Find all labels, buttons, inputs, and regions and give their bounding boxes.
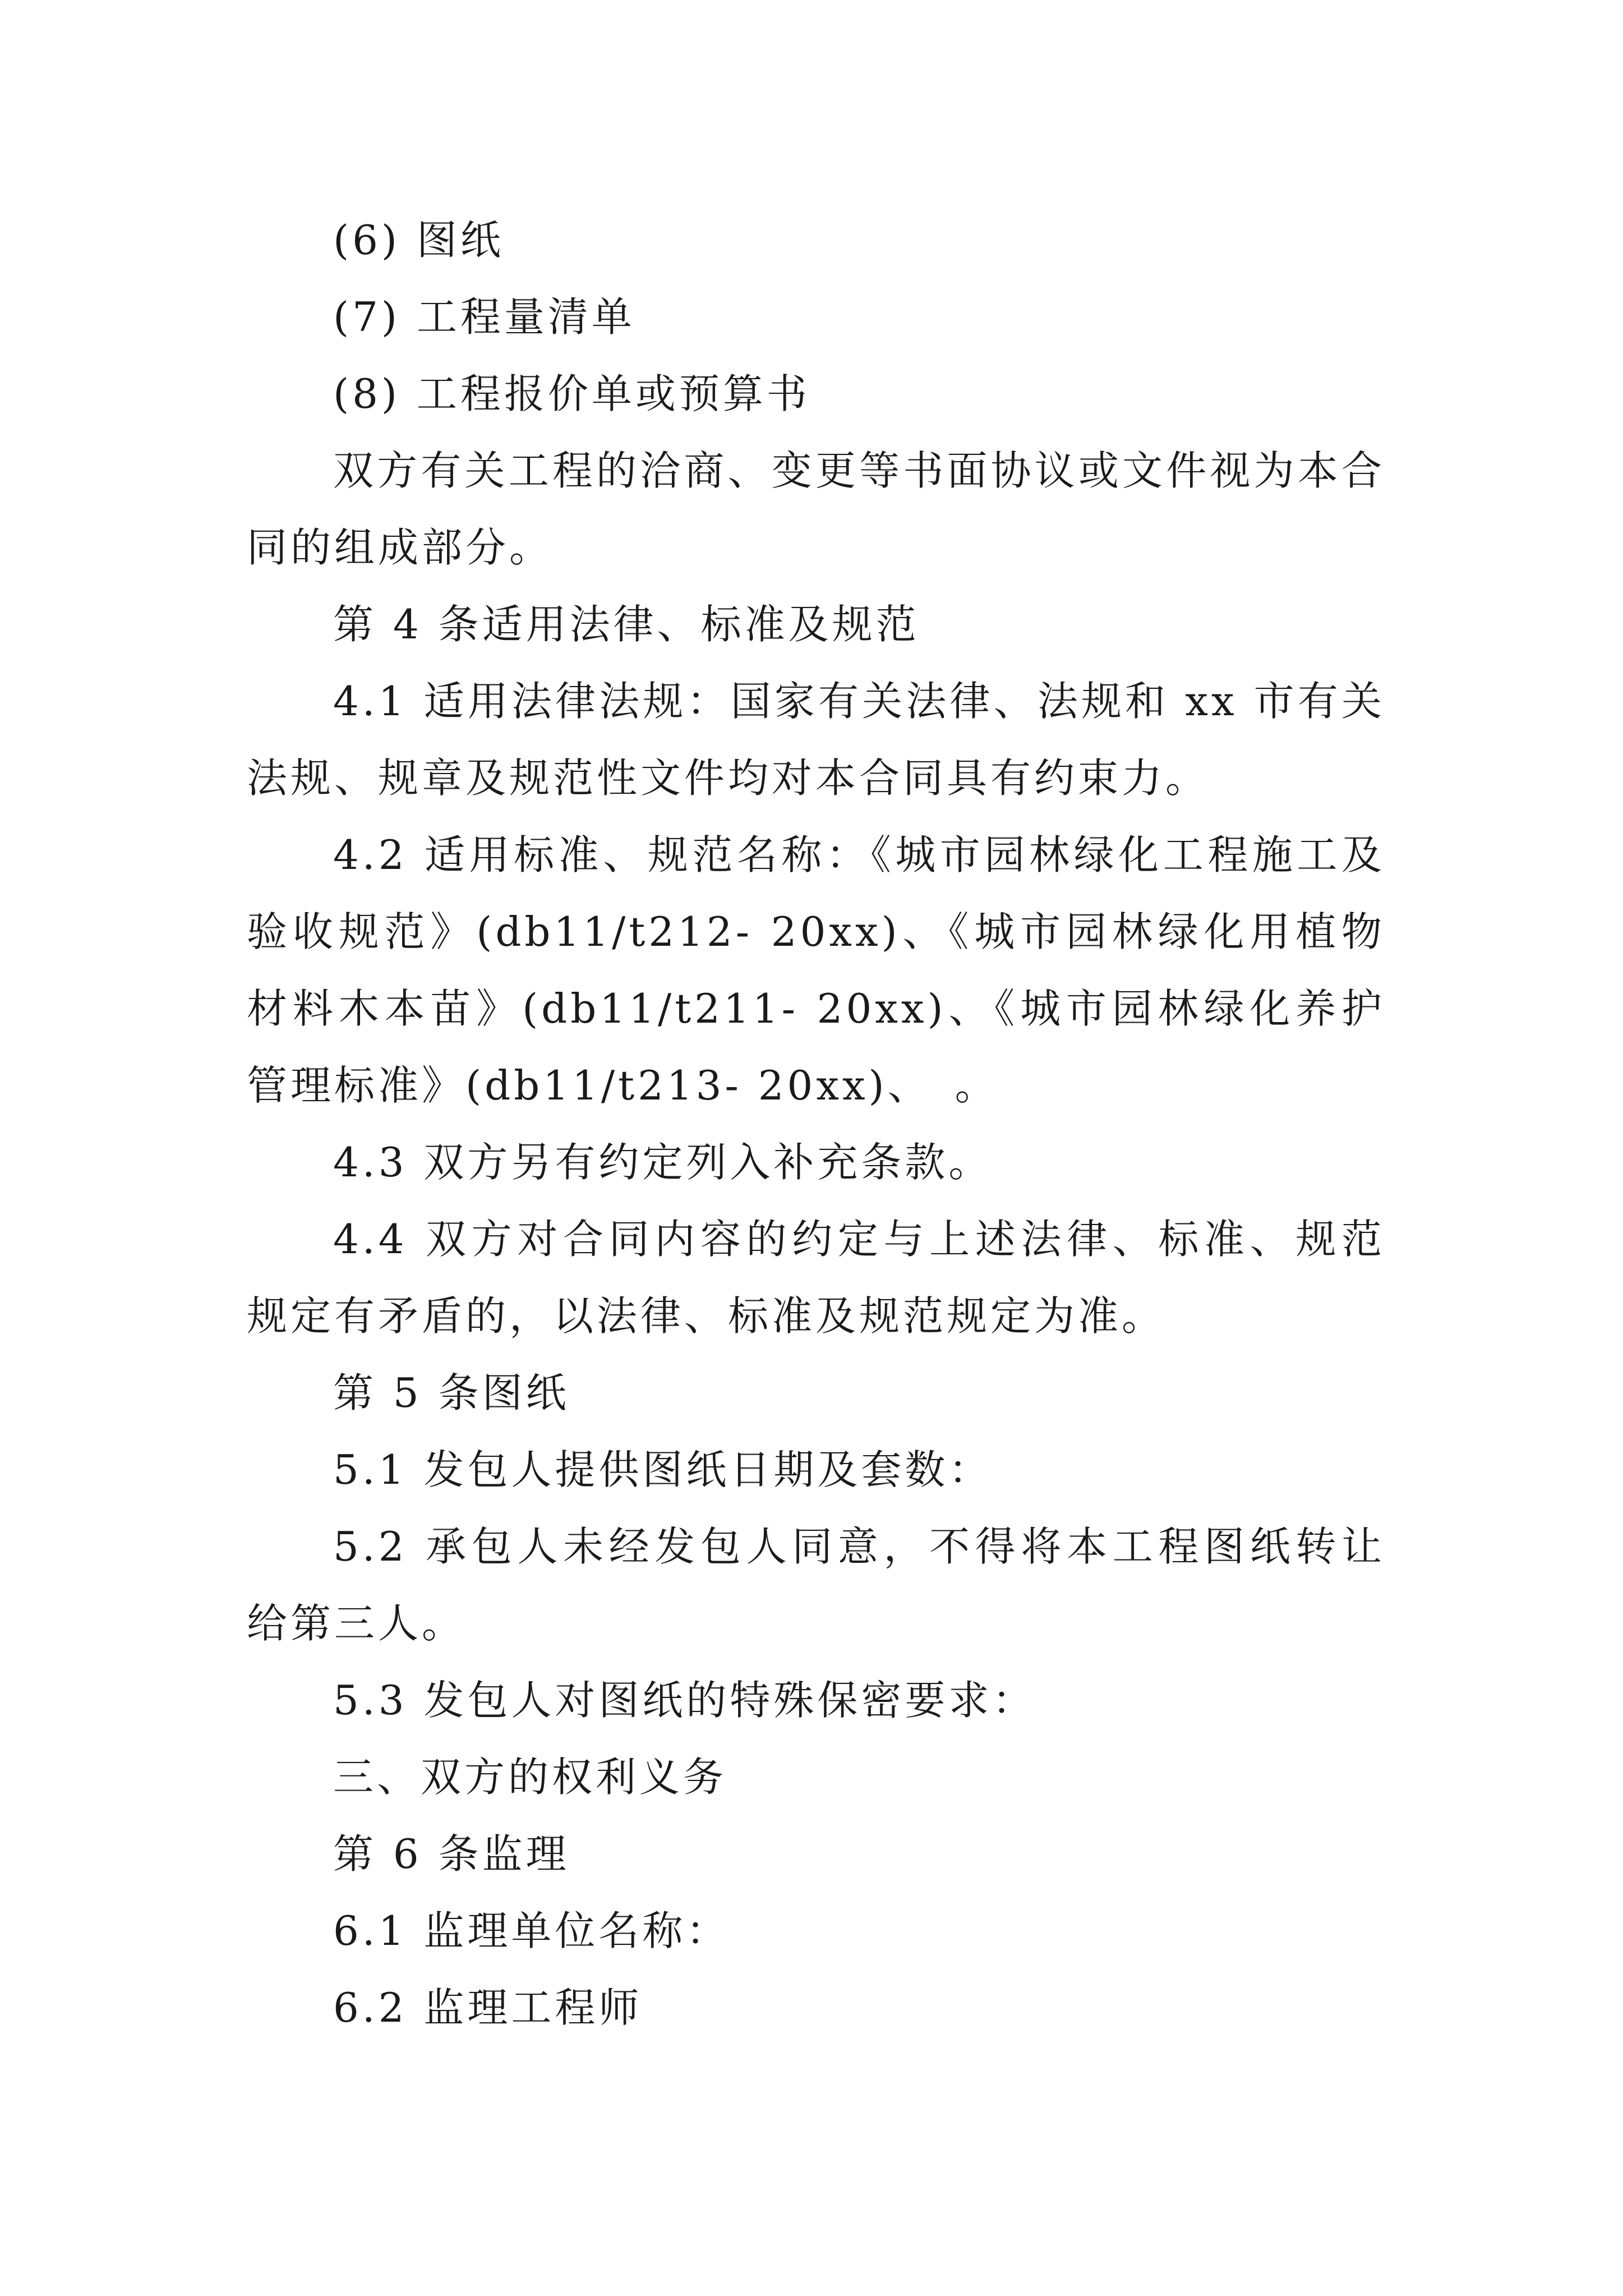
clause-6-1: 6.1 监理单位名称： <box>333 1907 730 1954</box>
clause-4-1: 4.1 适用法律法规：国家有关法律、法规和 xx 市有关法规、规章及规范性文件均对本合同具有约束力。 <box>247 678 1385 802</box>
document-body <box>247 202 1385 2046</box>
list-item-drawings: (6) 图纸 <box>333 217 504 264</box>
clause-4-4: 4.4 双方对合同内容的约定与上述法律、标准、规范规定有矛盾的，以法律、标准及规范规定为准。 <box>247 1216 1385 1340</box>
list-item-bill-of-quantities: (7) 工程量清单 <box>333 293 635 341</box>
section-3-heading: 三、双方的权利义务 <box>333 1754 727 1801</box>
clause-4-2: 4.2 适用标准、规范名称：《城市园林绿化工程施工及验收规范》(db11/t212- 20xx)、《城市园林绿化用植物材料木本苗》(db11/t211- 20xx)、《城市园林绿化养护管理标准》(db11/t213- 20xx)、 。 <box>247 831 1385 1109</box>
clause-4-3: 4.3 双方另有约定列入补充条款。 <box>333 1139 993 1186</box>
article-4-heading: 第 4 条适用法律、标准及规范 <box>333 601 920 648</box>
list-item-quotation: (8) 工程报价单或预算书 <box>333 370 810 417</box>
paragraph-contract-components: 双方有关工程的洽商、变更等书面协议或文件视为本合同的组成部分。 <box>247 447 1385 571</box>
clause-6-2: 6.2 监理工程师 <box>333 1984 643 2031</box>
clause-5-2: 5.2 承包人未经发包人同意，不得将本工程图纸转让给第三人。 <box>247 1523 1385 1647</box>
article-6-heading: 第 6 条监理 <box>333 1830 570 1878</box>
clause-5-1: 5.1 发包人提供图纸日期及套数： <box>333 1446 993 1493</box>
article-5-heading: 第 5 条图纸 <box>333 1369 570 1416</box>
clause-5-3: 5.3 发包人对图纸的特殊保密要求： <box>333 1677 1036 1724</box>
